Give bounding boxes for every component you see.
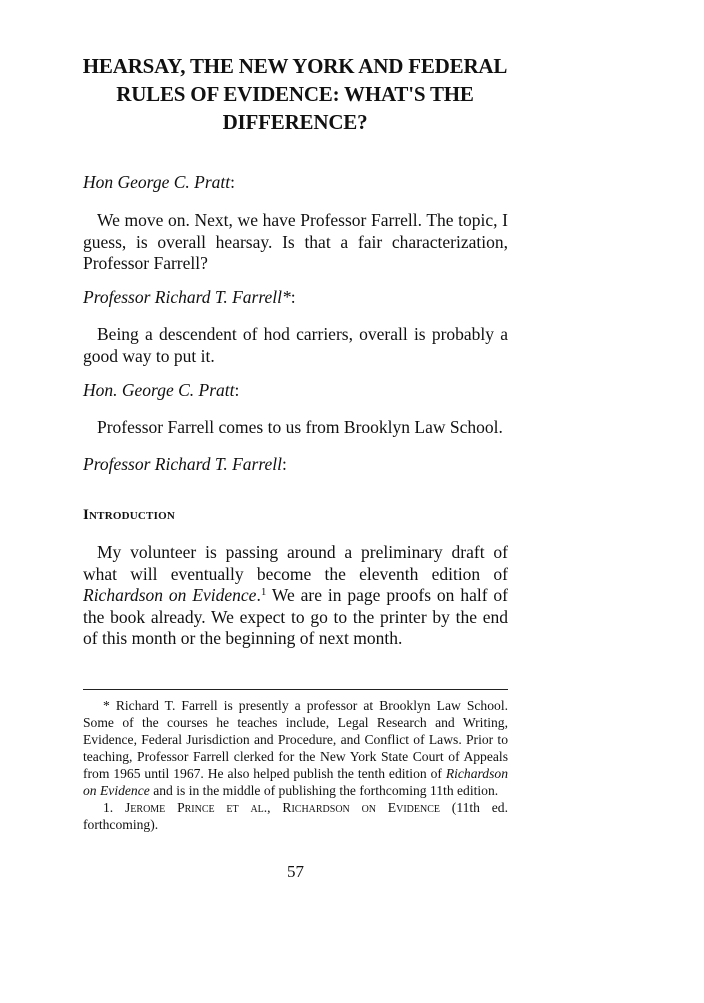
article-title — [75, 52, 515, 136]
title-line-1: HEARSAY, THE NEW YORK AND FEDERAL — [82, 54, 508, 78]
speaker-label: Professor Richard T. Farrell: — [83, 454, 287, 474]
page-number: 57 — [287, 862, 304, 881]
transcript-paragraph: We move on. Next, we have Professor Farrell. The topic, I guess, is overall hearsay. Is that a fair characterization, Professor Farrell? — [83, 210, 508, 273]
footnotes — [83, 697, 508, 833]
title-line-3: DIFFERENCE? — [222, 110, 368, 134]
speaker-label: Hon. George C. Pratt: — [83, 380, 240, 400]
speaker-label: Professor Richard T. Farrell*: — [83, 287, 296, 307]
section-heading: Introduction — [83, 507, 175, 523]
document-page — [82, 52, 509, 881]
footnote-star: * Richard T. Farrell is presently a professor at Brooklyn Law School. Some of the courses he teaches include, Legal Research and Writing, Evidence, Federal Jurisdiction and Procedure, and Conflict of Laws. Prior to teaching, Professor Farrell clerked for the New York State Court of Appeals from 1965 until 1967. He also helped publish the tenth edition of Richardson on Evidence and is in the middle of publishing the forthcoming 11th edition. — [83, 698, 508, 798]
transcript-paragraph: Professor Farrell comes to us from Brooklyn Law School. — [97, 417, 503, 437]
title-line-2: RULES OF EVIDENCE: WHAT'S THE — [116, 82, 474, 106]
transcript-paragraph: Being a descendent of hod carriers, overall is probably a good way to put it. — [83, 324, 508, 366]
footnote-reference-1[interactable]: 1 — [260, 586, 267, 598]
footnote-divider — [83, 689, 508, 690]
introduction-paragraph: My volunteer is passing around a preliminary draft of what will eventually become the eleventh edition of Richardson on Evidence.$^1$ We are in page proofs on half of the book already. We expect to go to the printer by the end of this month or the beginning of next month. — [83, 542, 508, 648]
footnote-1: 1. Jerome Prince et al., Richardson on Evidence (11th ed. forthcoming). — [83, 800, 509, 832]
speaker-label: Hon George C. Pratt: — [83, 172, 235, 192]
